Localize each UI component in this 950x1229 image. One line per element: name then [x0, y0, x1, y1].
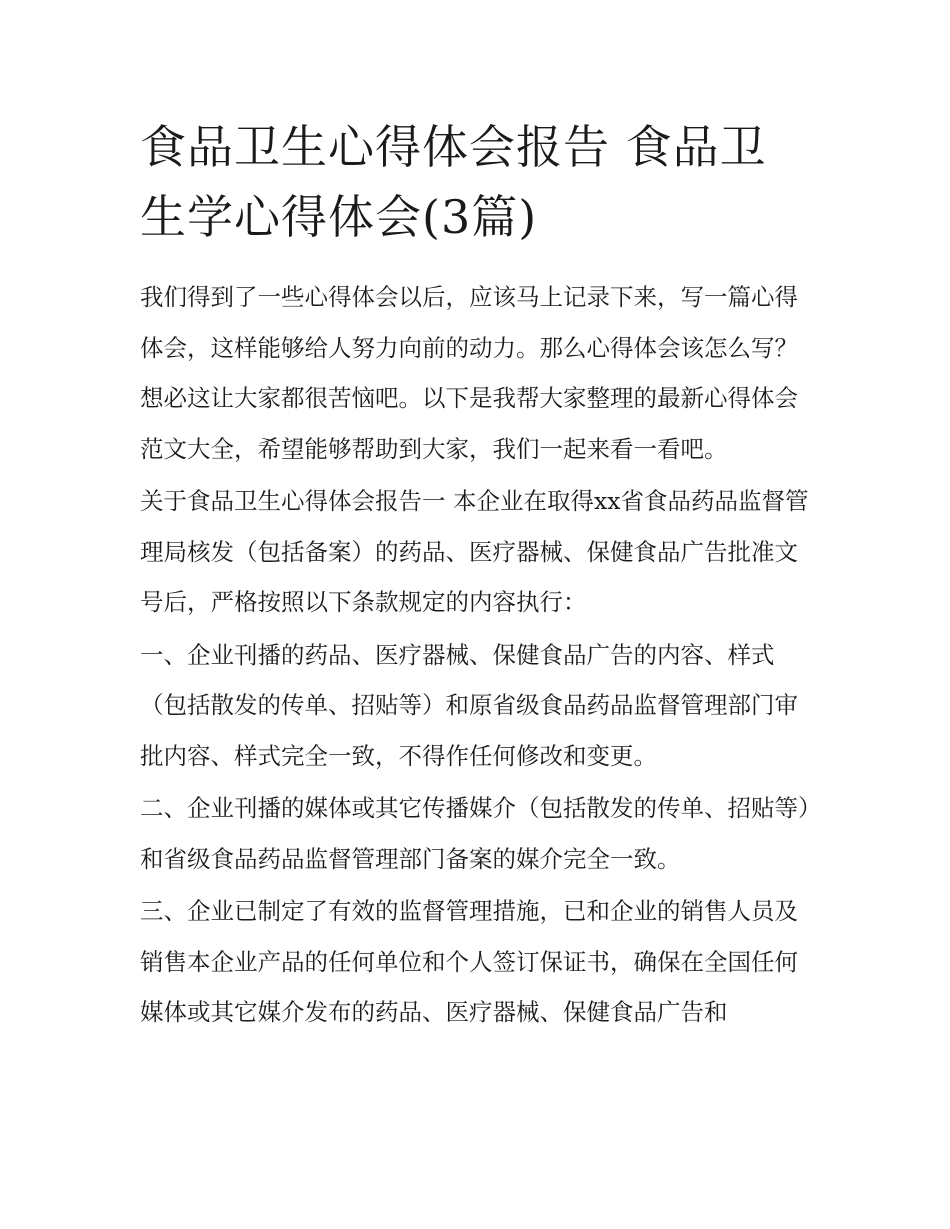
report-one-paragraph: 关于食品卫生心得体会报告一 本企业在取得xx省食品药品监督管理局核发（包括备案）的药品、医疗器械、保健食品广告批准文号后，严格按照以下条款规定的内容执行：	[140, 487, 809, 616]
intro-paragraph: 我们得到了一些心得体会以后，应该马上记录下来，写一篇心得体会，这样能够给人努力向前的动力。那么心得体会该怎么写？想必这让大家都很苦恼吧。以下是我帮大家整理的最新心得体会范文大全，希望能够帮助到大家，我们一起来看一看吧。	[140, 283, 798, 463]
document-body	[140, 112, 812, 1040]
clause-three-paragraph: 三、企业已制定了有效的监督管理措施，已和企业的销售人员及销售本企业产品的任何单位和个人签订保证书，确保在全国任何媒体或其它媒介发布的药品、医疗器械、保健食品广告和	[140, 897, 798, 1026]
document-title: 食品卫生心得体会报告 食品卫生学心得体会(3篇)	[140, 120, 767, 244]
clause-one-paragraph: 一、企业刊播的药品、医疗器械、保健食品广告的内容、样式（包括散发的传单、招贴等）和原省级食品药品监督管理部门审批内容、样式完全一致，不得作任何修改和变更。	[140, 640, 798, 770]
clause-two-paragraph: 二、企业刊播的媒体或其它传播媒介（包括散发的传单、招贴等）和省级食品药品监督管理部门备案的媒介完全一致。	[140, 794, 810, 873]
